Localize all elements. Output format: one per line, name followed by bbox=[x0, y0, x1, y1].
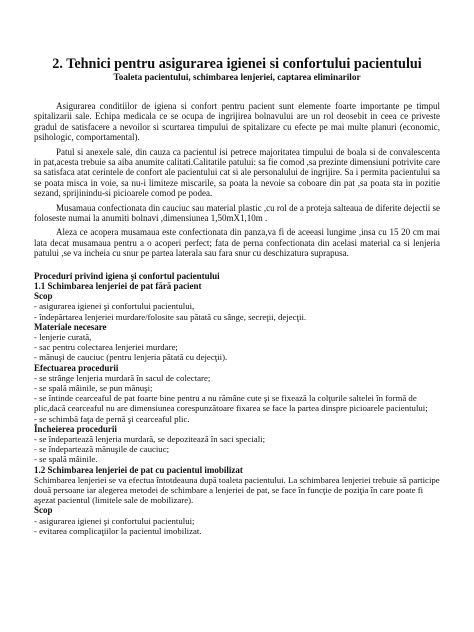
list-item: - se spală mâinile, se pun mănuşi; bbox=[34, 382, 153, 393]
subsection-intro: Schimbarea lenjeriei se va efectua întotdeauna după toaleta pacientului. La schimbarea lenjeriei trebuie să participe două persoane iar alegerea metodei de schimbare a lenjeriei de pat, se face în funcţie de poziţia în care poate fi aşezat pacientul (limitele sale de mobilizare). bbox=[34, 474, 440, 506]
subsection-title: 1.2 Schimbarea lenjeriei de pat cu pacientul imobilizat bbox=[34, 464, 243, 475]
list-item: - se îndepartează lenjeria murdară, se depozitează în saci speciali; bbox=[34, 433, 266, 444]
list-item: - sac pentru colectarea lenjeriei murdare; bbox=[34, 342, 178, 353]
section-title: Proceduri privind igiena şi confortul pacientului bbox=[34, 270, 220, 281]
document-subtitle: Toaleta pacientului, schimbarea lenjeriei, captarea eliminarilor bbox=[113, 72, 361, 82]
procedures-section bbox=[34, 271, 440, 536]
list-item: - se schimbă faţa de pernă şi cearceaful plic. bbox=[34, 413, 190, 424]
paragraph-bed: Patul si anexele sale, din cauza ca pacientul isi petrece majoritatea timpului de boala si de convalescenta in pat,acesta trebuie sa aiba anumite calitati.Calitatile patului: sa fie comod ,sa prezinte dimensiuni potrivite care sa satisfaca atat cerintele de confort ale pacientului cat si ale personalului de ingrijire. Sa i permita pacientului sa se poata misca in voie, sa nu-i limiteze miscarile, sa poata la nevoie sa coboare din pat ,sa poata sta in pozitie sezand, sprijinindu-si picioarele comod pe podea. bbox=[34, 146, 440, 199]
list-item: - se îndepartează mănuşile de cauciuc; bbox=[34, 444, 170, 455]
list-item: - se întinde cearceaful de pat foarte bine pentru a nu rămâne cute şi se fixează la colţurile saltelei în formă de plic,dacă cearceaful nu are dimensiunea corespunzătoare fixarea se face la partea dinspre picioarele pacientului; bbox=[34, 393, 428, 414]
list-item: - asigurarea igienei şi confortului pacientului; bbox=[34, 515, 195, 526]
subsection-title: 1.1 Schimbarea lenjeriei de pat fără pacient bbox=[34, 280, 202, 291]
list-item: - asigurarea igienei şi confortului pacientului, bbox=[34, 301, 195, 312]
scope-heading: Scop bbox=[34, 291, 53, 302]
conclusion-heading: Încheierea procedurii bbox=[34, 423, 117, 434]
list-item: - se strânge lenjeria murdară în sacul de colectare; bbox=[34, 372, 211, 383]
list-item: - mănuşi de cauciuc (pentru lenjeria pătată cu dejecţii). bbox=[34, 352, 228, 363]
list-item: - evitarea complicaţiilor la pacientul imobilizat. bbox=[34, 525, 202, 536]
paragraph-intro: Asigurarea conditiilor de igiena si confort pentru pacient sunt elemente foarte importante pe timpul spitalizarii sale. Echipa medicala ce se ocupa de ingrijirea bolnavului are un rol deosebit in ceea ce priveste gradul de satisfacere a nevoilor si scurtarea timpului de spitalizare cu efecte pe mai multe planuri (economic, psihologic, comportamental). bbox=[34, 101, 440, 143]
document-title: 2. Tehnici pentru asigurarea igienei si confortului pacientului bbox=[52, 56, 422, 72]
list-item: - lenjerie curată, bbox=[34, 331, 92, 342]
procedure-heading: Efectuarea procedurii bbox=[34, 362, 119, 373]
list-item: - se spală mâinile. bbox=[34, 454, 98, 465]
paragraph-oilcloth: Musamaua confectionata din cauciuc sau material plastic ,cu rol de a proteja salteaua de diferite dejectii se foloseste numai la anumiti bolnavi ,dimensiunea 1,50mX1,10m . bbox=[34, 202, 440, 224]
paragraph-draw-sheet: Aleza ce acopera musamaua este confectionata din panza,va fi de aceeasi lungime ,insa cu 15 20 cm mai lata decat musamaua pentru a o acoperi perfect; fata de perna confectionata din acelasi material ca si lenjeria patului ,se va incheia cu snur pe partea laterala sau fara snur cu deschizatura suprapusa. bbox=[34, 227, 440, 259]
list-item: - îndepărtarea lenjeriei murdare/folosite sau pătată cu sânge, secreţii, dejecţii. bbox=[34, 311, 307, 322]
materials-heading: Materiale necesare bbox=[34, 321, 107, 332]
scope-heading: Scop bbox=[34, 505, 53, 516]
